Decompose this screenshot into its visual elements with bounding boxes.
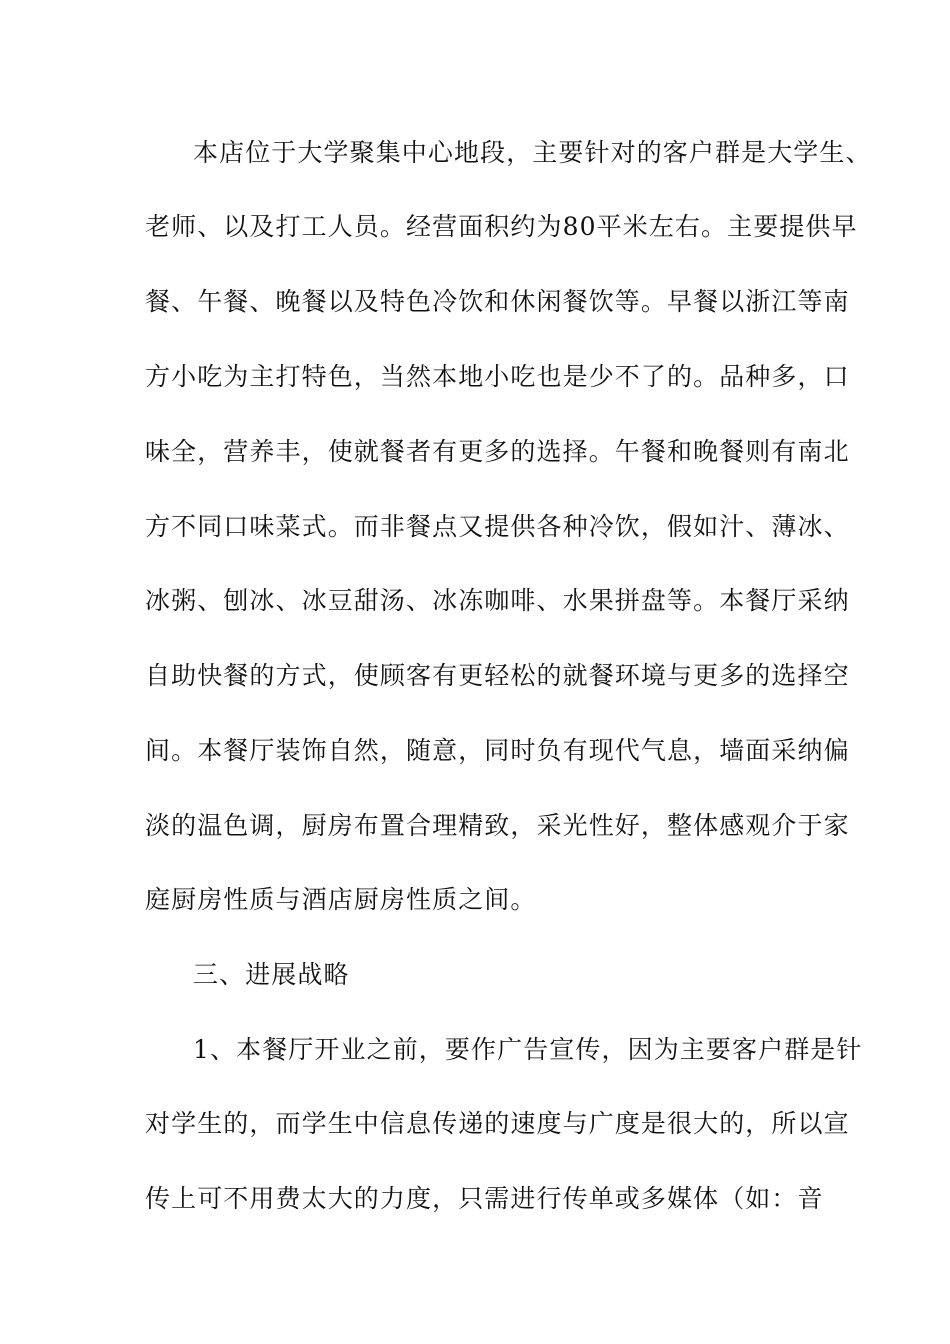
paragraph-line: 老师、以及打工人员。经营面积约为80平米左右。主要提供早 <box>145 212 858 241</box>
paragraph-line: 本店位于大学聚集中心地段，主要针对的客户群是大学生、 <box>193 138 872 167</box>
paragraph-line: 间。本餐厅装饰自然，随意，同时负有现代气息，墙面采纳偏 <box>145 736 850 765</box>
paragraph-line: 1、本餐厅开业之前，要作广告宣传，因为主要客户群是针 <box>193 1035 863 1064</box>
paragraph-line: 餐、午餐、晚餐以及特色冷饮和休闲餐饮等。早餐以浙江等南 <box>145 287 850 316</box>
paragraph-line: 味全，营养丰，使就餐者有更多的选择。午餐和晚餐则有南北 <box>145 437 850 466</box>
paragraph-line: 对学生的，而学生中信息传递的速度与广度是很大的，所以宣 <box>145 1109 850 1138</box>
paragraph-line: 淡的温色调，厨房布置合理精致，采光性好，整体感观介于家 <box>145 811 850 840</box>
paragraph-line: 方小吃为主打特色，当然本地小吃也是少不了的。品种多，口 <box>145 362 850 391</box>
paragraph-line: 自助快餐的方式，使顾客有更轻松的就餐环境与更多的选择空 <box>145 661 850 690</box>
paragraph-line: 冰粥、刨冰、冰豆甜汤、冰冻咖啡、水果拼盘等。本餐厅采纳 <box>145 586 850 615</box>
paragraph-line: 庭厨房性质与酒店厨房性质之间。 <box>145 885 537 914</box>
paragraph-line: 方不同口味菜式。而非餐点又提供各种冷饮，假如汁、薄冰、 <box>145 512 850 541</box>
section-heading: 三、进展战略 <box>193 960 350 989</box>
paragraph-line: 传上可不用费太大的力度，只需进行传单或多媒体（如：音 <box>145 1184 824 1213</box>
